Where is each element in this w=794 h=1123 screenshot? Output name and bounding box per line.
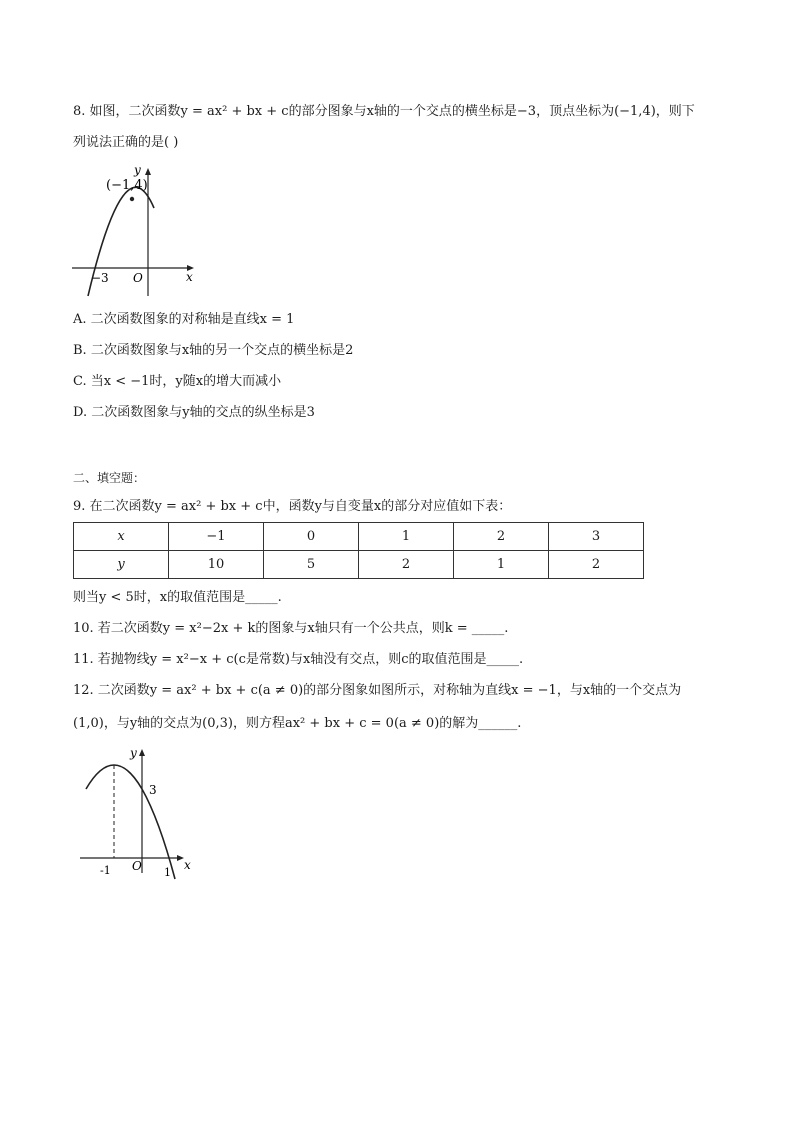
table-cell: x [74, 523, 169, 551]
q8-vertex-point [130, 197, 134, 201]
q8-x-label: x [186, 270, 193, 284]
section-title: 二、填空题： [73, 471, 146, 485]
q12-x-axis-arrow [177, 855, 184, 861]
q8-parabola-graph [70, 158, 205, 300]
q8-y-label: y [134, 163, 141, 177]
table-cell: 1 [359, 523, 454, 551]
table-cell: 1 [454, 551, 549, 579]
table-cell: 2 [359, 551, 454, 579]
q8-vertex-label: (−1,4) [106, 178, 148, 193]
q8-origin-label: O [133, 271, 143, 285]
table-cell: 10 [169, 551, 264, 579]
q8-root-label: −3 [91, 271, 109, 285]
q12-y-intercept-label: 3 [149, 783, 157, 797]
table-cell: 3 [549, 523, 644, 551]
q9-stem: 9. 在二次函数y = ax² + bx + c中，函数y与自变量x的部分对应值如下表： [73, 499, 512, 514]
q12-stem-line2: (1,0)，与y轴的交点为(0,3)，则方程ax² + bx + c = 0(a ≠ 0)的解为______. [73, 716, 522, 731]
q8-option-d: D. 二次函数图象与y轴的交点的纵坐标是3 [73, 405, 315, 420]
q12-x-label: x [184, 858, 191, 872]
q12-y-label: y [130, 746, 137, 760]
table-row [74, 551, 644, 579]
q8-stem-line2: 列说法正确的是( ) [73, 135, 179, 150]
q8-option-a: A. 二次函数图象的对称轴是直线x = 1 [73, 312, 295, 327]
table-row [74, 523, 644, 551]
q12-parabola-curve [86, 765, 175, 879]
q12-stem-line1: 12. 二次函数y = ax² + bx + c(a ≠ 0)的部分图象如图所示，对称轴为直线x = −1，与x轴的一个交点为 [73, 683, 682, 698]
q12-neg-label: -1 [100, 864, 111, 877]
table-cell: 5 [264, 551, 359, 579]
table-cell: 2 [549, 551, 644, 579]
q8-stem-line1: 8. 如图，二次函数y = ax² + bx + c的部分图象与x轴的一个交点的横坐标是−3，顶点坐标为(−1,4)，则下 [73, 104, 695, 119]
table-cell: −1 [169, 523, 264, 551]
q12-parabola-graph [74, 745, 204, 885]
q9-ask: 则当y < 5时，x的取值范围是_____. [73, 590, 282, 605]
q8-y-axis-arrow [145, 168, 151, 175]
q9-value-table [73, 522, 644, 579]
table-cell: y [74, 551, 169, 579]
q8-option-c: C. 当x < −1时，y随x的增大而减小 [73, 374, 282, 389]
q12-pos-label: 1 [164, 866, 171, 879]
table-cell: 0 [264, 523, 359, 551]
q12-origin-label: O [132, 859, 142, 873]
q12-y-axis-arrow [139, 749, 145, 756]
q11-stem: 11. 若抛物线y = x²−x + c(c是常数)与x轴没有交点，则c的取值范围是_____. [73, 652, 524, 667]
table-cell: 2 [454, 523, 549, 551]
q8-option-b: B. 二次函数图象与x轴的另一个交点的横坐标是2 [73, 343, 354, 358]
q10-stem: 10. 若二次函数y = x²−2x + k的图象与x轴只有一个公共点，则k = _____. [73, 621, 509, 636]
